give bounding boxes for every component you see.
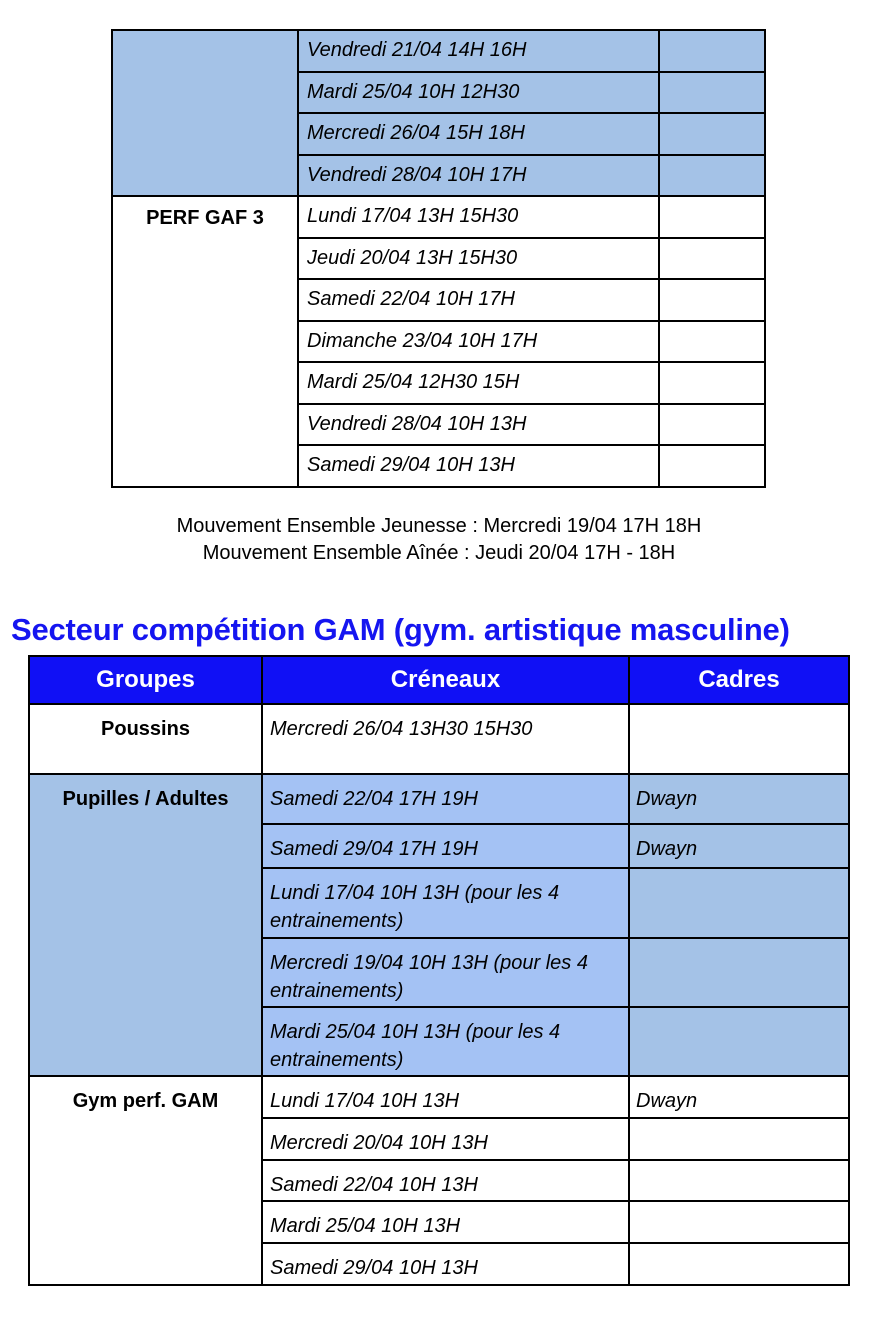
schedule-table-top: [111, 29, 766, 488]
slot-cell: Samedi 22/04 10H 13H: [262, 1160, 629, 1201]
slot-cell: Samedi 29/04 10H 13H: [298, 445, 659, 487]
cadre-cell: Dwayn: [629, 774, 849, 824]
slot-cell: Lundi 17/04 10H 13H (pour les 4 entrainements): [262, 868, 629, 938]
slot-cell: Vendredi 28/04 10H 13H: [298, 404, 659, 446]
slot-cell: Vendredi 28/04 10H 17H: [298, 155, 659, 197]
slot-cell: Dimanche 23/04 10H 17H: [298, 321, 659, 363]
table-header-row: [29, 656, 849, 704]
group-cell-pupilles-adultes: Pupilles / Adultes: [29, 774, 262, 1076]
group-cell-poussins: Poussins: [29, 704, 262, 774]
cadre-cell: [659, 30, 765, 72]
slot-cell: Samedi 29/04 10H 13H: [262, 1243, 629, 1285]
cadre-cell: [659, 113, 765, 155]
slot-cell: Mardi 25/04 10H 12H30: [298, 72, 659, 114]
cadre-cell: [659, 362, 765, 404]
cadre-cell: [629, 1243, 849, 1285]
cadre-cell: [659, 72, 765, 114]
cadre-cell: [629, 704, 849, 774]
note-jeunesse: Mouvement Ensemble Jeunesse : Mercredi 19/04 17H 18H: [176, 515, 702, 537]
slot-cell: Mercredi 26/04 15H 18H: [298, 113, 659, 155]
cadre-cell: [659, 404, 765, 446]
header-groupes: Groupes: [29, 656, 262, 704]
slot-cell: Lundi 17/04 13H 15H30: [298, 196, 659, 238]
slot-cell: Samedi 22/04 10H 17H: [298, 279, 659, 321]
section-title: Secteur compétition GAM (gym. artistique masculine): [11, 612, 790, 647]
table-row: [29, 774, 849, 824]
cadre-cell: Dwayn: [629, 824, 849, 868]
notes-block: [0, 513, 870, 567]
cadre-cell: [659, 238, 765, 280]
cadre-cell: [629, 1160, 849, 1201]
cadre-cell: [659, 155, 765, 197]
cadre-cell: [629, 1007, 849, 1076]
slot-cell: Mercredi 19/04 10H 13H (pour les 4 entrainements): [262, 938, 629, 1007]
slot-cell: Mardi 25/04 10H 13H (pour les 4 entrainements): [262, 1007, 629, 1076]
cadre-cell: [659, 196, 765, 238]
slot-cell: Mardi 25/04 12H30 15H: [298, 362, 659, 404]
group-cell-perf-gaf3: PERF GAF 3: [112, 196, 298, 487]
note-ainee: Mouvement Ensemble Aînée : Jeudi 20/04 17H - 18H: [202, 542, 676, 564]
cadre-cell: [659, 321, 765, 363]
cadre-cell: [629, 938, 849, 1007]
cadre-cell: [659, 445, 765, 487]
table-row: [29, 1076, 849, 1118]
slot-cell: Samedi 29/04 17H 19H: [262, 824, 629, 868]
cadre-cell: [659, 279, 765, 321]
slot-cell: Vendredi 21/04 14H 16H: [298, 30, 659, 72]
table-row: [112, 196, 765, 238]
table-row: [112, 30, 765, 72]
group-cell-gym-perf-gam: Gym perf. GAM: [29, 1076, 262, 1285]
table-row: [29, 704, 849, 774]
header-cadres: Cadres: [629, 656, 849, 704]
group-cell-empty: [112, 30, 298, 196]
cadre-cell: [629, 1201, 849, 1243]
slot-cell: Lundi 17/04 10H 13H: [262, 1076, 629, 1118]
cadre-cell: [629, 1118, 849, 1160]
slot-cell: Mardi 25/04 10H 13H: [262, 1201, 629, 1243]
cadre-cell: Dwayn: [629, 1076, 849, 1118]
slot-cell: Mercredi 20/04 10H 13H: [262, 1118, 629, 1160]
slot-cell: Samedi 22/04 17H 19H: [262, 774, 629, 824]
slot-cell: Jeudi 20/04 13H 15H30: [298, 238, 659, 280]
cadre-cell: [629, 868, 849, 938]
slot-cell: Mercredi 26/04 13H30 15H30: [262, 704, 629, 774]
schedule-table-gam: [28, 655, 850, 1286]
header-creneaux: Créneaux: [262, 656, 629, 704]
